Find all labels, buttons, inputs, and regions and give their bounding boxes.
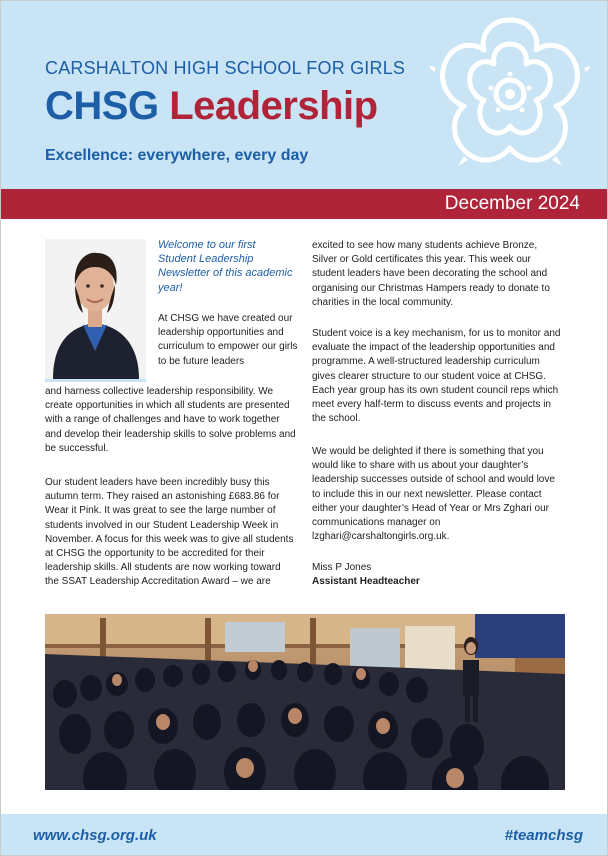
paragraph-2-continued: excited to see how many students achieve Bronze, Silver or Gold certificates this year. This week our student leaders have been decorating the school and organising our Christmas Hampers ready to donate to charities in the local community. [312,240,550,308]
issue-date: December 2024 [444,193,580,214]
date-bar [0,189,608,219]
school-name: CARSHALTON HIGH SCHOOL FOR GIRLS [45,58,406,78]
header-banner [0,0,608,189]
tudor-rose-icon [430,14,590,174]
assembly-photo [45,614,565,790]
hashtag: #teamchsg [504,827,583,844]
headteacher-portrait [45,239,146,379]
paragraph-3: Student voice is a key mechanism, for us to monitor and evaluate the impact of the leadership opportunities and programme. A well-structured leadership curriculum gives clearer structure to our student voice at CHSG. Each year group has its own student council reps which meet every half-term to discuss events and projects in the school. [312,328,561,425]
paragraph-4: We would be delighted if there is something that you would like to share with us about your daughter’s leadership successes outside of school and would love to include this in our next newsletter. Please contact either your daughter’s Head of Year or Mrs Zghari our communications manager on lzghari@carshaltongirls.org.uk. [312,446,555,543]
portrait-underline [45,379,146,382]
paragraph-2: Our student leaders have been incredibly busy this autumn term. They raised an astonishing £683.86 for Wear it Pink. It was great to see the large number of students involved in our Student Leadership Week in November. A focus for this week was to give all students at CHSG the opportunity to be accredited for their leadership skills. All students are now working toward the SSAT Leadership Accreditation Award – we are [45,477,294,588]
website-link[interactable]: www.chsg.org.uk [33,827,157,844]
signature-role: Assistant Headteacher [312,576,420,587]
title-chsg: CHSG [45,84,159,128]
paragraph-1-start: At CHSG we have created our leadership opportunities and curriculum to empower our girls to be future leaders [158,313,298,367]
paragraph-1-rest: and harness collective leadership responsibility. We create opportunities in which all students are presented with a range of challenges and have to work together and develop their leadership skills to solve problems and be successful. [45,386,296,454]
tagline: Excellence: everywhere, every day [45,147,309,164]
signature-name: Miss P Jones [312,562,372,573]
title-leadership: Leadership [169,84,378,128]
welcome-intro: Welcome to our first Student Leadership Newsletter of this academic year! [158,239,293,294]
footer-bar [0,814,608,856]
newsletter-title [45,82,378,130]
